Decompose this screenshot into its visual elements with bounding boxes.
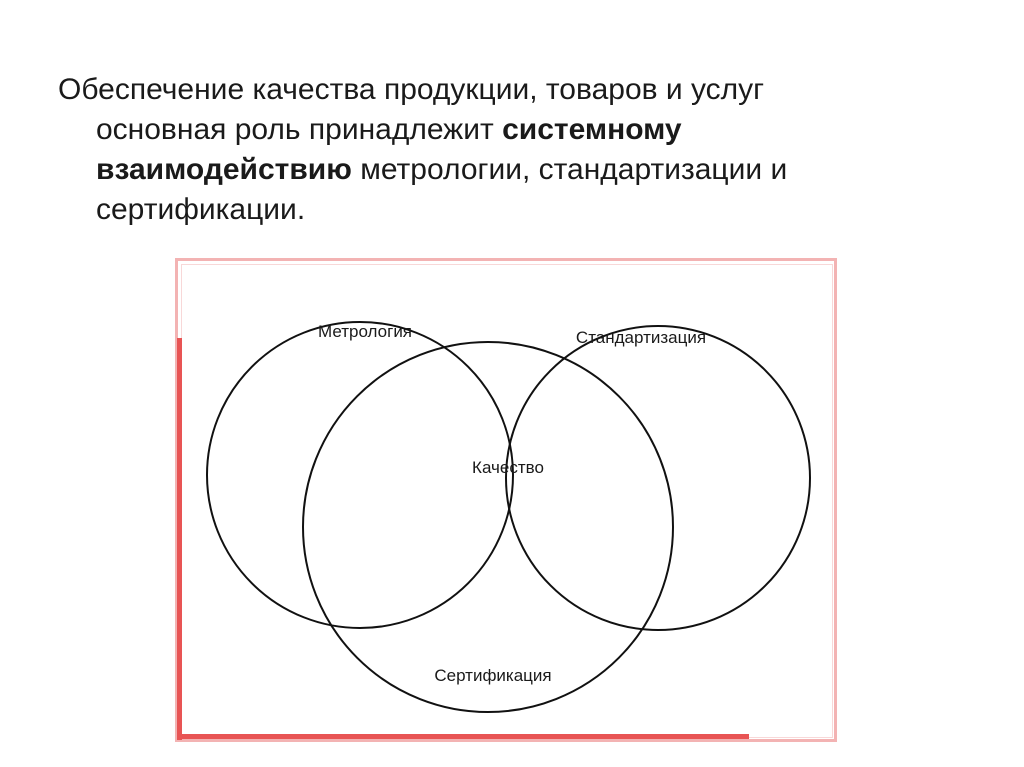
label-certification: Сертификация: [434, 666, 552, 685]
circle-metrology: [207, 322, 513, 628]
paragraph-line-1: Обеспечение качества продукции, товаров и услуг: [58, 73, 765, 106]
emphasis-systemic: системному: [502, 113, 682, 146]
circle-standardization: [506, 326, 810, 630]
circle-certification: [303, 342, 673, 712]
paragraph-line-3-text: метрологии, стандартизации и: [351, 153, 788, 186]
emphasis-interaction: взаимодействию: [96, 153, 352, 186]
label-metrology: Метрология: [317, 322, 413, 341]
paragraph-line-2-text: основная роль принадлежит: [96, 113, 503, 146]
label-quality: Качество: [472, 458, 544, 477]
label-standardization: Стандартизация: [575, 328, 707, 347]
paragraph-line-4: сертификации.: [96, 193, 306, 226]
